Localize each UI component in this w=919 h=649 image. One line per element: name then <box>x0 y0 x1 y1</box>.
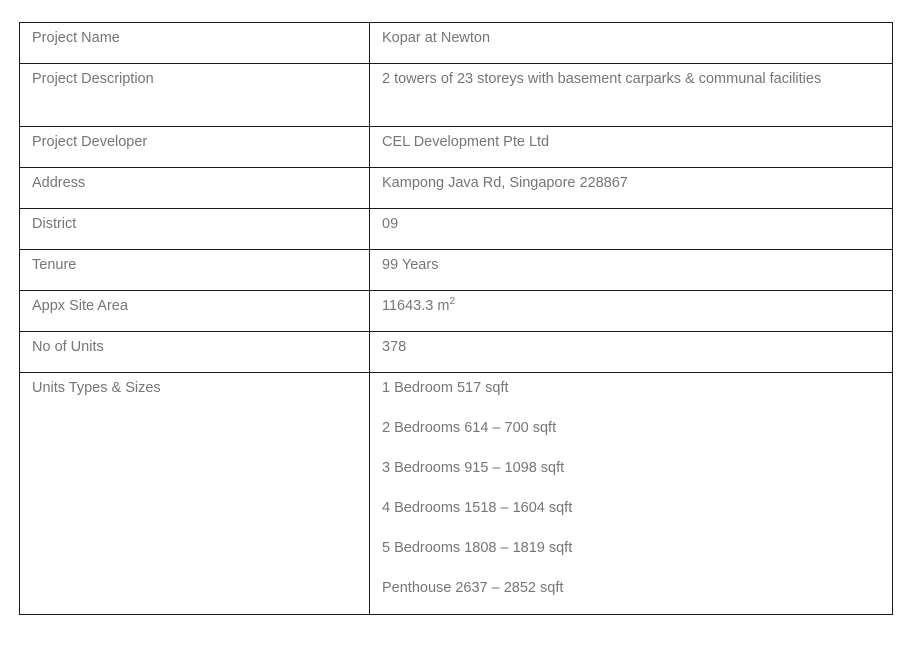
value-project-description <box>370 64 893 127</box>
label-no-of-units: No of Units <box>20 332 370 373</box>
label-project-name: Project Name <box>20 23 370 64</box>
table-row-unit-types <box>20 373 893 615</box>
unit-type-item: Penthouse 2637 – 2852 sqft <box>382 580 564 596</box>
unit-type-item: 1 Bedroom 517 sqft <box>382 380 509 396</box>
table-row-no-of-units <box>20 332 893 373</box>
value-address: Kampong Java Rd, Singapore 228867 <box>370 168 893 209</box>
table-row-site-area <box>20 291 893 332</box>
table-row-project-name <box>20 23 893 64</box>
unit-type-item: 2 Bedrooms 614 – 700 sqft <box>382 420 557 436</box>
unit-type-item: 3 Bedrooms 915 – 1098 sqft <box>382 460 565 476</box>
unit-type-item: 4 Bedrooms 1518 – 1604 sqft <box>382 500 573 516</box>
label-project-developer: Project Developer <box>20 127 370 168</box>
value-project-name: Kopar at Newton <box>370 23 893 64</box>
value-no-of-units: 378 <box>370 332 893 373</box>
label-project-description: Project Description <box>20 64 370 127</box>
label-unit-types: Units Types & Sizes <box>20 373 370 615</box>
value-tenure: 99 Years <box>370 250 893 291</box>
label-district: District <box>20 209 370 250</box>
label-tenure: Tenure <box>20 250 370 291</box>
table-row-address <box>20 168 893 209</box>
label-address: Address <box>20 168 370 209</box>
table-row-tenure <box>20 250 893 291</box>
table-row-project-description <box>20 64 893 127</box>
unit-type-item: 5 Bedrooms 1808 – 1819 sqft <box>382 540 573 556</box>
value-project-developer: CEL Development Pte Ltd <box>370 127 893 168</box>
site-area-unit-superscript: 2 <box>449 296 456 307</box>
label-site-area: Appx Site Area <box>20 291 370 332</box>
project-details-table <box>19 22 893 615</box>
value-unit-types <box>370 373 893 615</box>
table-row-project-developer <box>20 127 893 168</box>
site-area-number: 11643.3 m <box>382 298 450 314</box>
project-description-text: 2 towers of 23 storeys with basement carparks & communal facilities <box>382 71 822 87</box>
table-row-district <box>20 209 893 250</box>
value-site-area <box>370 291 893 332</box>
value-district: 09 <box>370 209 893 250</box>
